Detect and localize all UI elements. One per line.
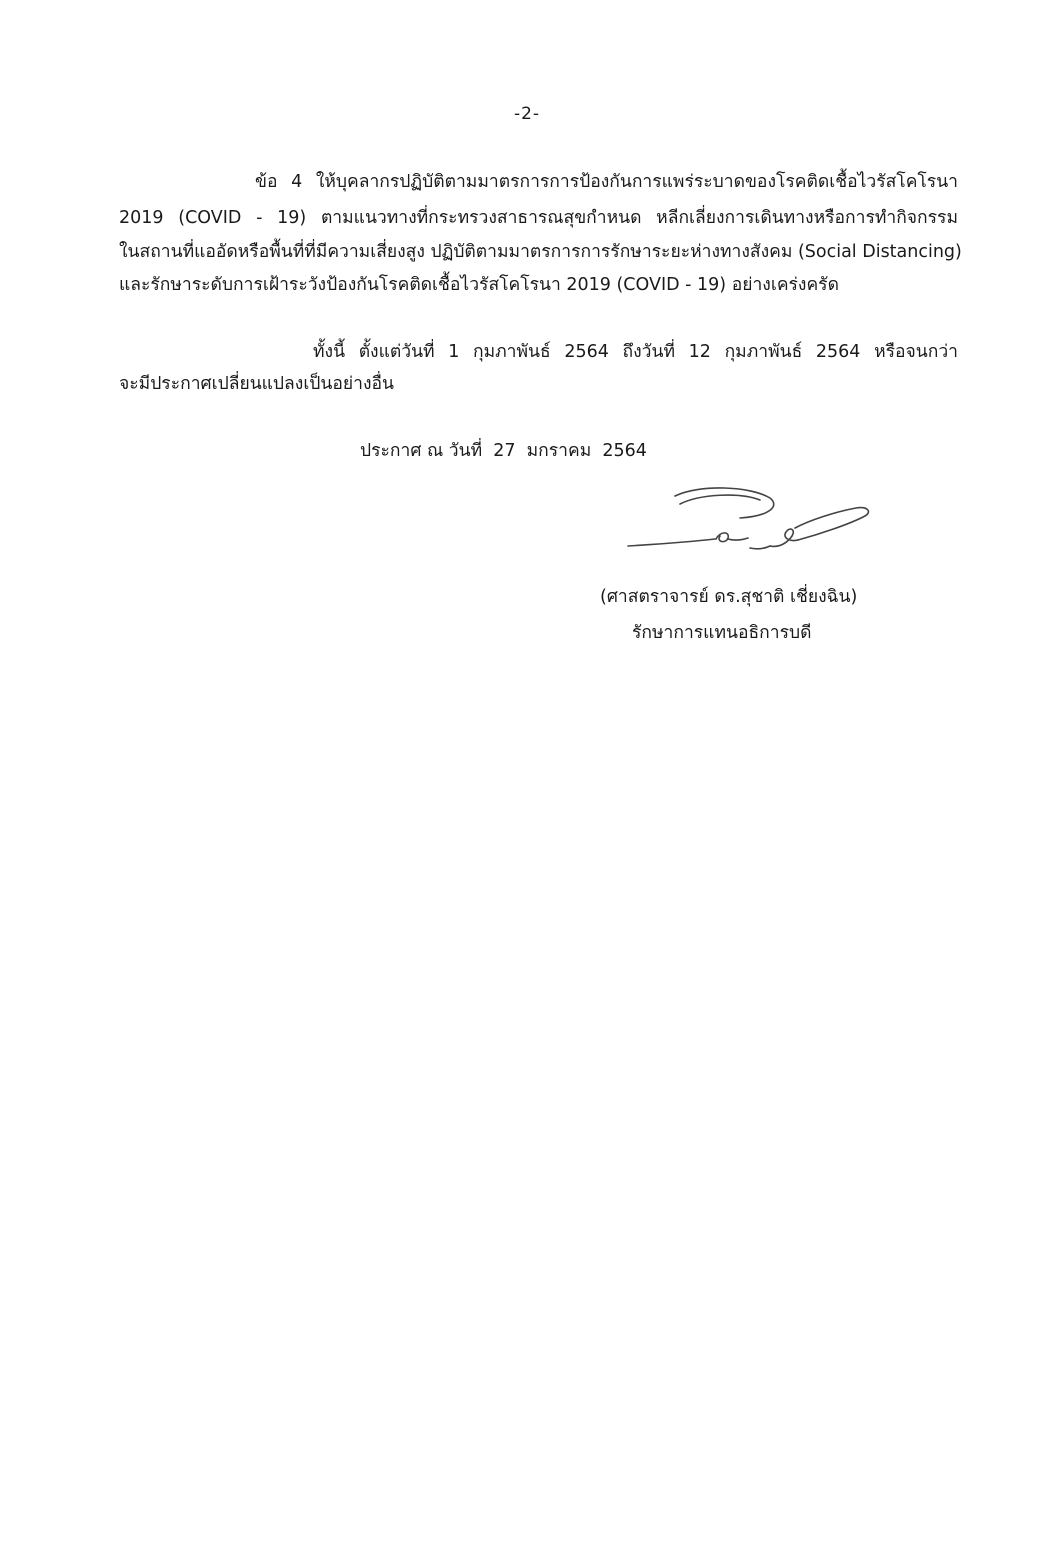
clause-4-line-1: ข้อ 4 ให้บุคลากรปฏิบัติตามมาตรการการป้องกันการแพร่ระบาดของโรคติดเชื้อไวรัสโคโรนา xyxy=(255,172,958,192)
clause-4-line-4: และรักษาระดับการเฝ้าระวังป้องกันโรคติดเชื้อไวรัสโคโรนา 2019 (COVID - 19) อย่างเคร่งครัด xyxy=(119,275,839,295)
announcement-date: ประกาศ ณ วันที่ 27 มกราคม 2564 xyxy=(360,441,647,461)
clause-4-line-2: 2019 (COVID - 19) ตามแนวทางที่กระทรวงสาธารณสุขกำหนด หลีกเลี่ยงการเดินทางหรือการทำกิจกรรม xyxy=(119,208,958,228)
signatory-position: รักษาการแทนอธิการบดี xyxy=(632,623,812,643)
signatory-name: (ศาสตราจารย์ ดร.สุชาติ เชี่ยงฉิน) xyxy=(600,587,858,607)
effective-period-line-2: จะมีประกาศเปลี่ยนแปลงเป็นอย่างอื่น xyxy=(119,374,394,394)
effective-period-line-1: ทั้งนี้ ตั้งแต่วันที่ 1 กุมภาพันธ์ 2564 ถึงวันที่ 12 กุมภาพันธ์ 2564 หรือจนกว่า xyxy=(313,342,958,362)
clause-4-line-3: ในสถานที่แออัดหรือพื้นที่ที่มีความเสี่ยงสูง ปฏิบัติตามมาตรการการรักษาระยะห่างทางสังคม (Social Distancing) xyxy=(119,242,962,262)
page-number: -2- xyxy=(513,104,541,124)
handwritten-signature xyxy=(620,476,880,566)
